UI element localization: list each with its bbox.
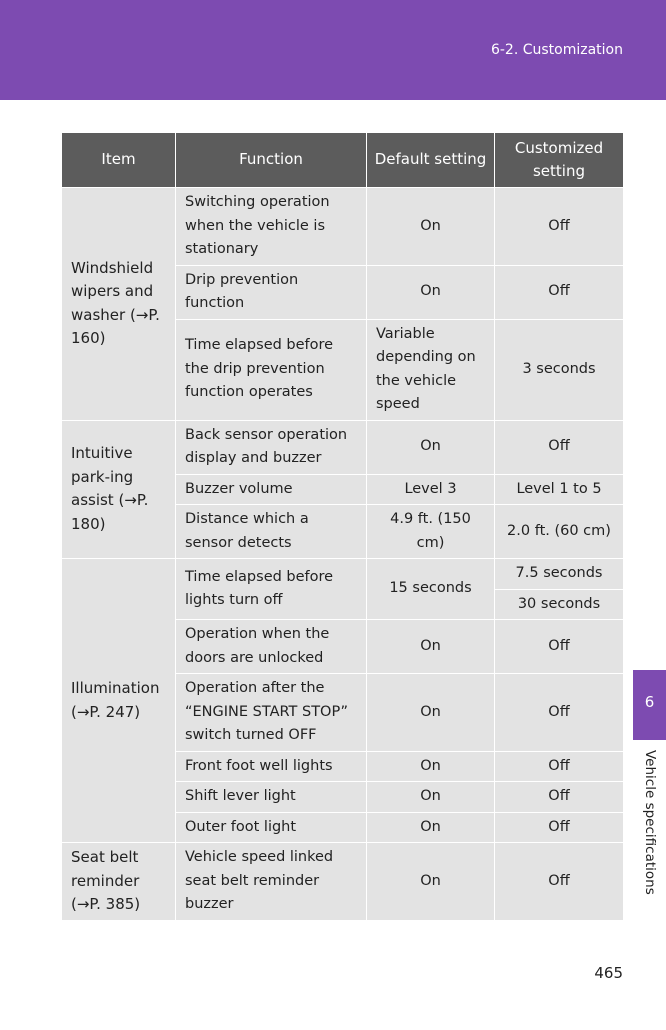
function-cell: Distance which a sensor detects (176, 505, 367, 559)
header-default-setting: Default setting (367, 133, 495, 188)
default-cell: On (367, 420, 495, 474)
custom-cell: 3 seconds (495, 319, 624, 420)
function-cell: Time elapsed before lights turn off (176, 559, 367, 620)
default-cell: 15 seconds (367, 559, 495, 620)
default-cell: On (367, 843, 495, 921)
function-cell: Time elapsed before the drip prevention function operates (176, 319, 367, 420)
chapter-tab[interactable] (633, 670, 666, 740)
table-row (62, 559, 624, 590)
default-cell: Level 3 (367, 474, 495, 505)
item-cell: Intuitive park-ing assist (→P. 180) (62, 420, 176, 559)
custom-cell: Off (495, 782, 624, 813)
custom-cell: Off (495, 188, 624, 266)
custom-cell: 2.0 ft. (60 cm) (495, 505, 624, 559)
table-row (62, 188, 624, 266)
table-header-row (62, 133, 624, 188)
default-cell: On (367, 674, 495, 752)
custom-cell: 30 seconds (495, 589, 624, 620)
function-cell: Outer foot light (176, 812, 367, 843)
default-cell: On (367, 751, 495, 782)
table-row (62, 843, 624, 921)
item-cell: Seat belt reminder (→P. 385) (62, 843, 176, 921)
default-cell: On (367, 812, 495, 843)
chapter-label: Vehicle specifications (642, 750, 658, 895)
default-cell: On (367, 782, 495, 813)
function-cell: Shift lever light (176, 782, 367, 813)
default-cell: On (367, 188, 495, 266)
custom-cell: Off (495, 751, 624, 782)
function-cell: Operation when the doors are unlocked (176, 620, 367, 674)
default-cell: Variable depending on the vehicle speed (367, 319, 495, 420)
custom-cell: Off (495, 265, 624, 319)
function-cell: Drip prevention function (176, 265, 367, 319)
default-cell: On (367, 620, 495, 674)
table-row (62, 420, 624, 474)
customization-table (61, 132, 624, 921)
function-cell: Buzzer volume (176, 474, 367, 505)
function-cell: Front foot well lights (176, 751, 367, 782)
item-cell: Illumination (→P. 247) (62, 559, 176, 843)
custom-cell: Off (495, 620, 624, 674)
header-function: Function (176, 133, 367, 188)
function-cell: Switching operation when the vehicle is stationary (176, 188, 367, 266)
custom-cell: Off (495, 843, 624, 921)
default-cell: 4.9 ft. (150 cm) (367, 505, 495, 559)
page-header (0, 0, 666, 100)
chapter-number: 6 (644, 693, 655, 711)
default-cell: On (367, 265, 495, 319)
item-cell: Windshield wipers and washer (→P. 160) (62, 188, 176, 421)
custom-cell: Off (495, 812, 624, 843)
function-cell: Vehicle speed linked seat belt reminder buzzer (176, 843, 367, 921)
header-item: Item (62, 133, 176, 188)
function-cell: Operation after the “ENGINE START STOP” switch turned OFF (176, 674, 367, 752)
custom-cell: Level 1 to 5 (495, 474, 624, 505)
custom-cell: Off (495, 420, 624, 474)
header-customized-setting: Customized setting (495, 133, 624, 188)
section-title: 6-2. Customization (490, 42, 623, 58)
page-number: 465 (594, 964, 623, 982)
custom-cell: Off (495, 674, 624, 752)
custom-cell: 7.5 seconds (495, 559, 624, 590)
function-cell: Back sensor operation display and buzzer (176, 420, 367, 474)
